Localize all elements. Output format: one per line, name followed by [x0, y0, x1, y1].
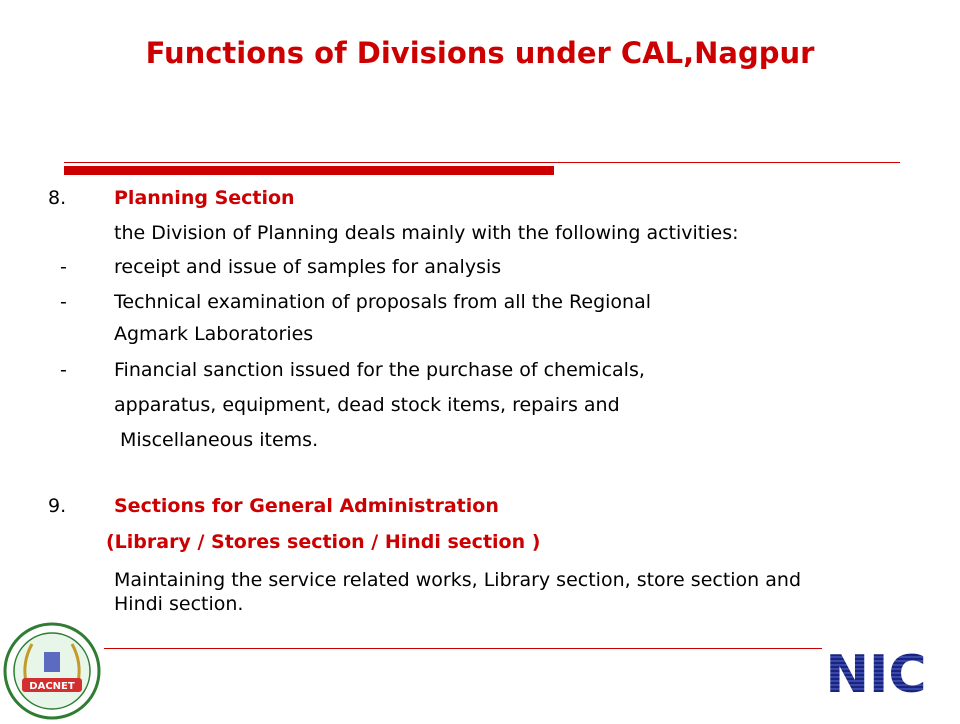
list-item-continuation: apparatus, equipment, dead stock items, repairs and	[114, 394, 620, 416]
section-8-heading: Planning Section	[114, 187, 295, 209]
divider-thick	[64, 166, 554, 175]
list-item: Financial sanction issued for the purchase of chemicals,	[114, 359, 645, 381]
nic-logo	[822, 646, 930, 698]
section-9-number: 9.	[48, 495, 67, 517]
bullet: -	[60, 291, 67, 313]
section-9-heading: Sections for General Administration	[114, 495, 499, 517]
bullet: -	[60, 359, 67, 381]
section-8-intro: the Division of Planning deals mainly with the following activities:	[114, 222, 739, 244]
footer-divider	[104, 648, 822, 649]
section-9-text: Maintaining the service related works, Library section, store section and Hindi section.	[114, 569, 802, 615]
page-title: Functions of Divisions under CAL,Nagpur	[145, 36, 815, 70]
section-8-number: 8.	[48, 187, 67, 209]
divider-thin	[64, 162, 900, 163]
bullet: -	[60, 256, 67, 278]
dacnet-logo	[0, 622, 104, 720]
list-item-continuation: Miscellaneous items.	[120, 429, 319, 451]
list-item: receipt and issue of samples for analysis	[114, 256, 502, 278]
list-item: Technical examination of proposals from all the Regional	[114, 291, 651, 313]
section-9-subheading: (Library / Stores section / Hindi section )	[106, 531, 541, 553]
list-item-continuation: Agmark Laboratories	[114, 323, 314, 345]
dacnet-logo-text: DACNET	[29, 681, 75, 692]
nic-logo-text: NIC	[825, 646, 927, 698]
